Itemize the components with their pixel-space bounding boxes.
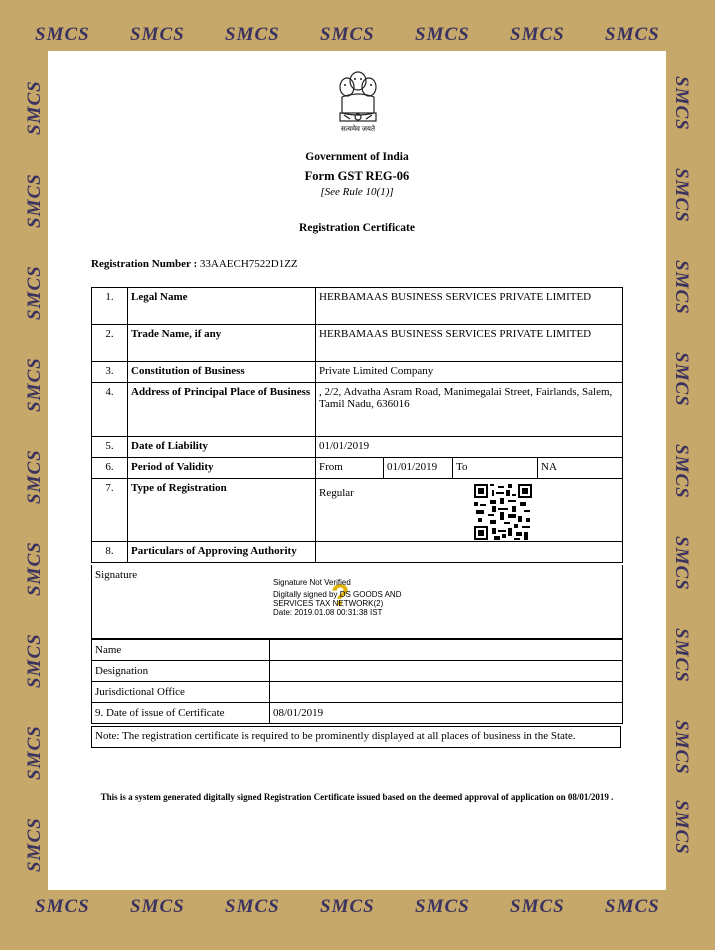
watermark-text: SMCS	[24, 725, 45, 780]
watermark-text: SMCS	[24, 449, 45, 504]
watermark-text: SMCS	[130, 896, 185, 917]
table-row	[92, 479, 623, 542]
registration-number	[91, 258, 298, 270]
row-value	[316, 542, 623, 563]
emblem-motto: सत्यमेव जयते	[341, 125, 375, 133]
display-note: Note: The registration certificate is required to be prominently displayed at all places of business in the State.	[91, 726, 621, 748]
validity-to-label: To	[453, 458, 538, 479]
watermark-text: SMCS	[24, 265, 45, 320]
signature-signer-cont: SERVICES TAX NETWORK(2)	[273, 599, 384, 608]
row-number: 4.	[92, 383, 128, 437]
table-row	[92, 383, 623, 437]
watermark-text: SMCS	[24, 541, 45, 596]
row-number: 7.	[92, 479, 128, 542]
row-label: 9. Date of issue of Certificate	[92, 703, 270, 724]
validity-from-label: From	[316, 458, 384, 479]
row-label: Designation	[92, 661, 270, 682]
row-value: , 2/2, Advatha Asram Road, Manimegalai Street, Fairlands, Salem, Tamil Nadu, 636016	[316, 383, 623, 437]
watermark-text: SMCS	[671, 352, 692, 407]
watermark-text: SMCS	[225, 896, 280, 917]
digital-signature	[273, 578, 402, 617]
registration-type: Regular	[319, 487, 354, 499]
watermark-text: SMCS	[671, 444, 692, 499]
row-number: 3.	[92, 362, 128, 383]
qr-code	[474, 484, 532, 540]
table-row	[92, 542, 623, 563]
row-number: 1.	[92, 288, 128, 325]
table-row	[92, 437, 623, 458]
certificate-page	[48, 51, 666, 890]
row-label: Name	[92, 640, 270, 661]
table-row	[92, 682, 623, 703]
signature-status-icon: ?	[331, 579, 350, 612]
validity-to-value: NA	[538, 458, 623, 479]
row-value: HERBAMAAS BUSINESS SERVICES PRIVATE LIMITED	[316, 288, 623, 325]
watermark-text: SMCS	[671, 628, 692, 683]
watermark-text: SMCS	[671, 260, 692, 315]
validity-from-value: 01/01/2019	[384, 458, 453, 479]
row-label: Legal Name	[128, 288, 316, 325]
table-row	[92, 703, 623, 724]
watermark-text: SMCS	[320, 896, 375, 917]
row-label: Constitution of Business	[128, 362, 316, 383]
signature-signer: Digitally signed by DS GOODS AND	[273, 590, 402, 599]
watermark-text: SMCS	[415, 896, 470, 917]
signature-box	[91, 565, 623, 639]
watermark-text: SMCS	[510, 896, 565, 917]
row-value	[316, 479, 623, 542]
registration-number-value: 33AAECH7522D1ZZ	[199, 258, 298, 270]
row-label: Period of Validity	[128, 458, 316, 479]
signature-date: Date: 2019.01.08 00:31:38 IST	[273, 608, 383, 617]
row-value	[270, 640, 623, 661]
row-value: Private Limited Company	[316, 362, 623, 383]
row-value: 08/01/2019	[270, 703, 623, 724]
row-number: 2.	[92, 325, 128, 362]
watermark-text: SMCS	[320, 24, 375, 45]
rule-reference: [See Rule 10(1)]	[320, 186, 394, 198]
watermark-text: SMCS	[671, 800, 692, 855]
national-emblem-icon	[334, 67, 382, 133]
details-table	[91, 287, 623, 563]
signature-status: Signature Not Verified	[273, 578, 351, 587]
watermark-text: SMCS	[671, 720, 692, 775]
watermark-text: SMCS	[605, 24, 660, 45]
watermark-text: SMCS	[510, 24, 565, 45]
table-row	[92, 458, 623, 479]
watermark-text: SMCS	[415, 24, 470, 45]
watermark-text: SMCS	[24, 817, 45, 872]
footer-statement: This is a system generated digitally signed Registration Certificate issued based on the deemed approval of application on 08/01/2019 .	[100, 792, 614, 802]
registration-number-label: Registration Number :	[91, 258, 198, 270]
table-row	[92, 288, 623, 325]
government-heading: Government of India	[305, 151, 409, 163]
authority-table	[91, 639, 623, 724]
table-row	[92, 325, 623, 362]
signature-label: Signature	[95, 569, 138, 581]
watermark-text: SMCS	[24, 357, 45, 412]
row-value: 01/01/2019	[316, 437, 623, 458]
table-row	[92, 640, 623, 661]
watermark-text: SMCS	[671, 168, 692, 223]
row-label: Date of Liability	[128, 437, 316, 458]
watermark-text: SMCS	[671, 76, 692, 131]
watermark-text: SMCS	[671, 536, 692, 591]
row-label: Jurisdictional Office	[92, 682, 270, 703]
row-number: 8.	[92, 542, 128, 563]
watermark-text: SMCS	[24, 173, 45, 228]
row-label: Type of Registration	[128, 479, 316, 542]
row-number: 6.	[92, 458, 128, 479]
watermark-text: SMCS	[24, 633, 45, 688]
watermark-text: SMCS	[24, 80, 45, 135]
row-value	[270, 682, 623, 703]
row-label: Trade Name, if any	[128, 325, 316, 362]
watermark-text: SMCS	[605, 896, 660, 917]
watermark-text: SMCS	[35, 896, 90, 917]
certificate-title: Registration Certificate	[299, 222, 415, 234]
watermark-text: SMCS	[35, 24, 90, 45]
watermark-text: SMCS	[225, 24, 280, 45]
row-label: Particulars of Approving Authority	[128, 542, 316, 563]
table-row	[92, 661, 623, 682]
row-value	[270, 661, 623, 682]
row-number: 5.	[92, 437, 128, 458]
row-label: Address of Principal Place of Business	[128, 383, 316, 437]
form-title: Form GST REG-06	[304, 169, 410, 183]
table-row	[92, 362, 623, 383]
watermark-text: SMCS	[130, 24, 185, 45]
row-value: HERBAMAAS BUSINESS SERVICES PRIVATE LIMITED	[316, 325, 623, 362]
